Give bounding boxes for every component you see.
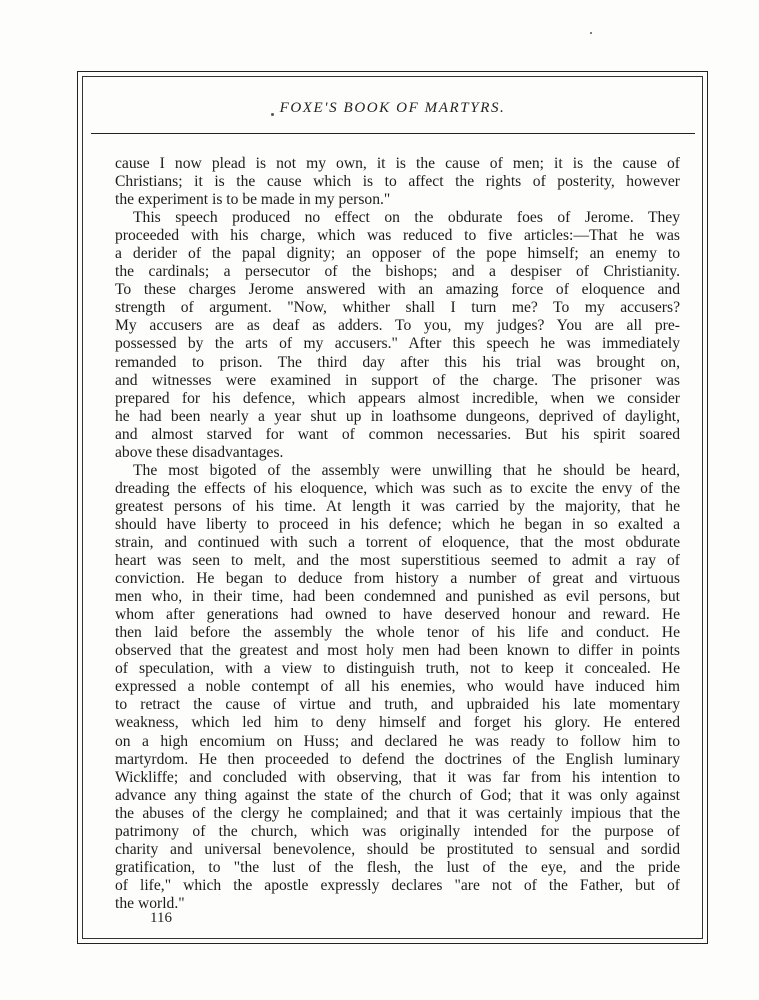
ink-speck [271,113,274,116]
text-line: martyrdom. He then proceeded to defend the doctrines of the English luminary [115,750,680,768]
text-line: possessed by the arts of my accusers." After this speech he was immediately [115,335,680,353]
text-line: patrimony of the church, which was originally intended for the purpose of [115,822,680,840]
text-line: strength of argument. "Now, whither shall I turn me? To my accusers? [115,299,680,317]
text-line: the abuses of the clergy he complained; and that it was certainly impious that the [115,804,680,822]
text-line: to retract the cause of virtue and truth, and upbraided his late momentary [115,696,680,714]
text-line: the cardinals; a persecutor of the bishops; and a despiser of Christianity. [115,263,680,281]
text-line: above these disadvantages. [115,443,284,461]
text-line: dreading the effects of his eloquence, which was such as to excite the envy of the [115,479,680,497]
text-line: weakness, which led him to deny himself and forget his glory. He entered [115,714,680,732]
text-line: the world." [115,894,185,912]
text-line: on a high encomium on Huss; and declared he was ready to follow him to [115,732,680,750]
page-number: 116 [150,910,172,926]
text-line: and almost starved for want of common necessaries. But his spirit soared [115,425,680,443]
text-line: My accusers are as deaf as adders. To you, my judges? You are all pre- [115,317,680,335]
text-line: advance any thing against the state of the church of God; that it was only against [115,786,680,804]
text-line: strain, and continued with such a torrent of eloquence, that the most obdurate [115,533,680,551]
text-line: conviction. He began to deduce from history a number of great and virtuous [115,570,680,588]
text-line: and witnesses were examined in support of the charge. The prisoner was [115,371,680,389]
text-line: whom after generations had owned to have deserved honour and reward. He [115,606,680,624]
text-line: a derider of the papal dignity; an opposer of the pope himself; an enemy to [115,245,680,263]
text-line: cause I now plead is not my own, it is the cause of men; it is the cause of [115,155,680,172]
text-line: then laid before the assembly the whole tenor of his life and conduct. He [115,624,680,642]
text-line: remanded to prison. The third day after this his trial was brought on, [115,353,680,371]
text-line: the experiment is to be made in my person." [115,191,391,209]
ink-speck [590,32,592,34]
text-line: of life," which the apostle expressly declares "are not of the Father, but of [115,876,680,894]
text-line: To these charges Jerome answered with an amazing force of eloquence and [115,281,680,299]
text-line: Christians; it is the cause which is to affect the rights of posterity, however [115,173,680,191]
text-line: heart was seen to melt, and the most superstitious seemed to admit a ray of [115,552,680,570]
text-line: of speculation, with a view to distinguish truth, not to keep it concealed. He [115,660,680,678]
text-line: he had been nearly a year shut up in loathsome dungeons, deprived of daylight, [115,407,680,425]
text-line: charity and universal benevolence, should be prostituted to sensual and sordid [115,840,680,858]
body-text [115,155,680,913]
text-line: greatest persons of his time. At length it was carried by the majority, that he [115,497,680,515]
text-line: This speech produced no effect on the obdurate foes of Jerome. They [133,209,680,227]
running-title: FOXE'S BOOK OF MARTYRS. [279,100,506,116]
text-line: expressed a noble contempt of all his enemies, who would have induced him [115,678,680,696]
text-line: prepared for his defence, which appears almost incredible, when we consider [115,389,680,407]
text-line: observed that the greatest and most holy men had been known to differ in points [115,642,680,660]
text-line: The most bigoted of the assembly were unwilling that he should be heard, [133,461,680,479]
text-line: proceeded with his charge, which was reduced to five articles:—That he was [115,227,680,245]
text-line: Wickliffe; and concluded with observing, that it was far from his intention to [115,768,680,786]
text-line: men who, in their time, had been condemned and punished as evil persons, but [115,588,680,606]
text-line: gratification, to "the lust of the flesh, the lust of the eye, and the pride [115,858,680,876]
text-line: should have liberty to proceed in his defence; which he began in so exalted a [115,515,680,533]
header-rule [91,133,695,134]
